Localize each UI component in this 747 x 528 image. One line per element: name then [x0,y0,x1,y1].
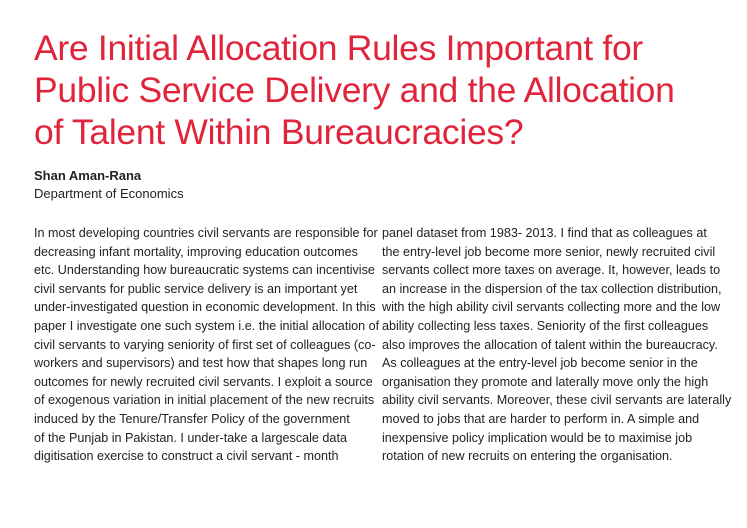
title-line: Public Service Delivery and the Allocation [34,70,675,110]
text-line: decreasing infant mortality, improving education outcomes [34,244,358,259]
text-line: panel dataset from 1983- 2013. I find that as colleagues at [382,226,707,240]
text-line: In most developing countries civil servants are responsible for [34,226,378,240]
text-line: an increase in the dispersion of the tax collection distribution, [382,281,722,296]
abstract-column-left [34,224,380,466]
text-line: of the Punjab in Pakistan. I under-take a largescale data [34,430,347,445]
text-line: under-investigated question in economic development. In this [34,300,376,315]
text-line: organisation they promote and laterally move only the high [382,374,709,389]
text-line: inexpensive policy implication would be to maximise job [382,430,693,445]
author-name: Shan Aman-Rana [34,168,142,183]
abstract-column-right [382,224,732,466]
author-department: Department of Economics [34,186,184,201]
text-line: rotation of new recruits on entering the organisation. [382,449,673,464]
text-line: also improves the allocation of talent within the bureaucracy. [382,337,718,352]
text-line: outcomes for newly recruited civil servants. I exploit a source [34,374,373,389]
text-line: civil servants to varying seniority of first set of colleagues (co- [34,337,376,352]
text-line: with the high ability civil servants collecting more and the low [382,300,721,315]
paper-title [34,27,724,153]
text-line: of exogenous variation in initial placement of the new recruits [34,393,375,408]
text-line: servants collect more taxes on average. It, however, leads to [382,263,721,278]
text-line: the entry-level job become more senior, newly recruited civil [382,244,716,259]
title-line: of Talent Within Bureaucracies? [34,112,524,152]
text-line: ability collecting less taxes. Seniority of the first colleagues [382,318,709,333]
text-line: ability civil servants. Moreover, these civil servants are laterally [382,393,732,408]
text-line: digitisation exercise to construct a civil servant - month [34,449,339,464]
text-line: civil servants for public service delivery is an important yet [34,281,358,296]
text-line: workers and supervisors) and test how that shapes long run [34,356,368,371]
text-line: induced by the Tenure/Transfer Policy of the government [34,411,350,426]
text-line: paper I investigate one such system i.e. the initial allocation of [34,318,380,333]
title-line: Are Initial Allocation Rules Important for [34,28,643,68]
text-line: As colleagues at the entry-level job become senior in the [382,356,698,371]
text-line: etc. Understanding how bureaucratic systems can incentivise [34,263,375,278]
text-line: moved to jobs that are harder to perform in. A simple and [382,411,700,426]
